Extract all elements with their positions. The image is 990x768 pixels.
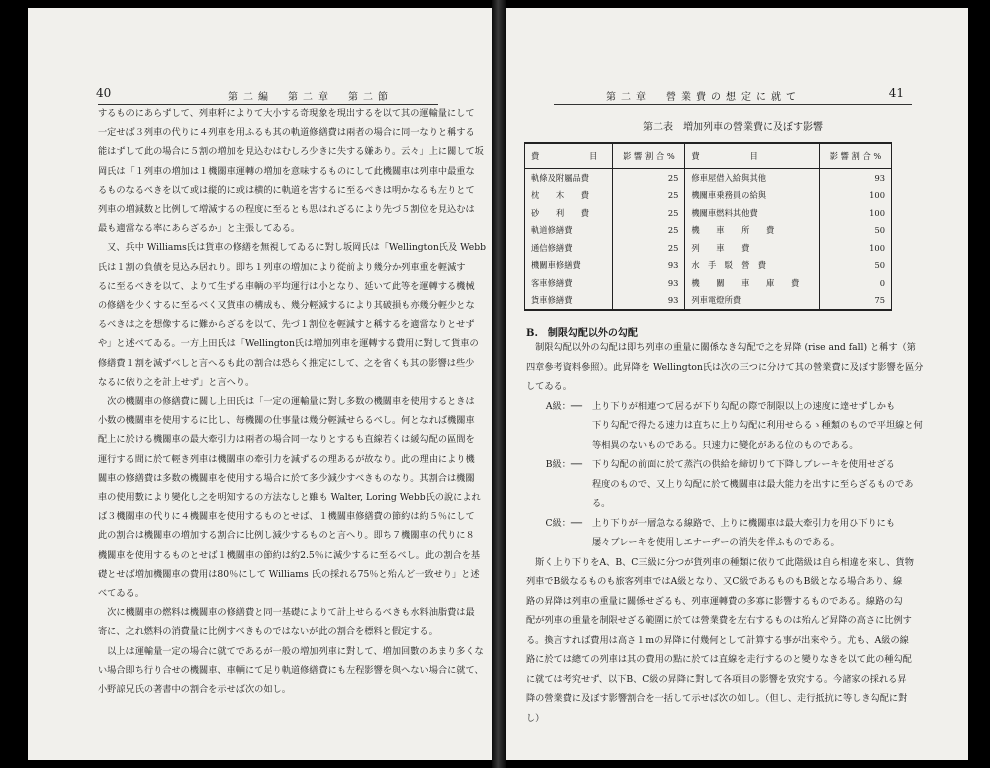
table-cell: 75 bbox=[820, 292, 892, 311]
text-line: べてゐる。 bbox=[98, 588, 144, 600]
table-row bbox=[525, 204, 892, 222]
table-cell: 93 bbox=[613, 274, 685, 292]
text-line: 路に於ては總ての列車は其の費用の點に於ては直線を走行するのと變りなきを以て此の種勾配 bbox=[526, 654, 912, 665]
text-line: 以上は運輸量一定の場合に就てであるが一般の増加列車に對して、増加回數のあまり多くな bbox=[98, 645, 484, 657]
table-cell: 100 bbox=[820, 204, 892, 222]
text-line: 次の機關車の修繕費に關し上田氏は「一定の運輸量に對し多数の機關車を使用するときは bbox=[98, 396, 475, 408]
text-line: 四章參考資料參照）。此昇降を Wellington氏は次の三つに分けて其の營業費に及ぼす影響を區分 bbox=[526, 361, 924, 373]
text-line: るべきは之を想像するに難からざるを以て、先づ１割位を輕減すと稱するを適當なりとせず bbox=[98, 319, 475, 331]
text-line: 又、兵中 Williams氏は貨車の修繕を無視してゐるに對し坂岡氏は「Wellington氏及 Webb bbox=[98, 242, 486, 254]
table-cell: 客車修繕費 bbox=[525, 274, 613, 292]
grade-item bbox=[526, 494, 906, 514]
table-cell: 枕 木 費 bbox=[525, 187, 613, 205]
running-head-right: 第二章 營業費の想定に就て bbox=[606, 92, 801, 103]
text-line: 運行する間に於て輕き列車は機關車の牽引力を減ずるの理あるが故なり。此の理由により機 bbox=[98, 453, 475, 465]
text-line: 岡氏は「１列車の増加は１機關車運轉の増加を意味するものにして此機關車は列車中最重な bbox=[98, 165, 475, 177]
text-line: 降の營業費に及ぼす影響割合を一括して示せば次の如し。（但し、走行抵抗に等しき勾配に對 bbox=[526, 693, 908, 704]
text-line: ば３機關車の代りに４機關車を使用するものとせば、１機關車修繕費の節約は約５％にして bbox=[98, 511, 475, 523]
table-row bbox=[525, 257, 892, 275]
table-cell: 機關車燃料其他費 bbox=[685, 204, 820, 222]
table-cell: 93 bbox=[820, 169, 892, 187]
text-line: 路の昇降は列車の重量に關係せざるも、列車運轉費の多寡に影響するものである。線路の勾 bbox=[526, 595, 903, 607]
text-line: 一定せば３列車の代りに４列車を用ふるも其の軌道修繕費は兩者の場合に同一なりと稱する bbox=[98, 127, 475, 139]
text-line: 寄に、之れ燃料の消費量に比例すべきものではないが此の割合を標料と假定する。 bbox=[98, 626, 438, 638]
running-head-left: 第二編 第二章 第二節 bbox=[228, 92, 393, 103]
table-header: 費 目 bbox=[685, 143, 820, 169]
grade-label: C級：── bbox=[545, 517, 582, 529]
text-line: 斯く上り下りをA、B、C三級に分つが貨列車の種類に依りて此階級は自ら相違を來し、貨物 bbox=[526, 556, 914, 568]
grade-text: 上り下りが相連つて居るが下り勾配の際で制限以上の速度に達せずしかも bbox=[592, 400, 896, 412]
grade-label bbox=[526, 533, 592, 553]
table-cell: 50 bbox=[820, 257, 892, 275]
left-page bbox=[28, 8, 492, 760]
section-heading: B. 制限勾配以外の勾配 bbox=[526, 328, 638, 339]
table-cell: 50 bbox=[820, 222, 892, 240]
table-cell: 列車電燈所費 bbox=[685, 292, 820, 311]
table-cell: 列 車 費 bbox=[685, 239, 820, 257]
table-row bbox=[525, 239, 892, 257]
grade-text: 等相異のないものである。只速力に變化がある位のものである。 bbox=[592, 439, 859, 451]
text-line: 關車の修繕費は多数の機關車を使用する場合に於て多少減少すべきものなり。其割合は機關 bbox=[98, 472, 475, 484]
text-line: するものにあらずして、列車粁によりて大小する奇現象を現出するを以て其の運輸量にして bbox=[98, 108, 475, 119]
table-header: 影 響 割 合 % bbox=[613, 143, 685, 169]
table-cell: 100 bbox=[820, 187, 892, 205]
table-cell: 機關車乗務員の給與 bbox=[685, 187, 820, 205]
text-line: してゐる。 bbox=[526, 381, 572, 392]
table-row bbox=[525, 169, 892, 187]
grade-item bbox=[526, 514, 906, 534]
text-line: 制限勾配以外の勾配は即ち列車の重量に關係なき勾配で之を昇降 (rise and fall) と稱す（第 bbox=[526, 342, 916, 353]
text-line: 小数の機關車を使用するに比し、每機關の仕事量は幾分輕減せらるべし。何となれば機關車 bbox=[98, 415, 475, 427]
table-header: 影 響 割 合 % bbox=[820, 143, 892, 169]
text-line: 配上に於ける機關車の最大牽引力は兩者の場合同一なりとするも直線若くは緩勾配の區間を bbox=[98, 434, 475, 446]
grade-text: 程度のもので、又上り勾配に於て機關車は最大能力を出すに至らざるものであ bbox=[592, 478, 914, 490]
table-cell: 100 bbox=[820, 239, 892, 257]
grade-label: A級：── bbox=[545, 400, 582, 412]
text-line: 最も適當なる率にあらざるか」と主張してゐる。 bbox=[98, 223, 301, 235]
table-cell: 水 手 駁 營 費 bbox=[685, 257, 820, 275]
text-line: 小野諒兄氏の著書中の割合を示せば次の如し。 bbox=[98, 684, 291, 696]
text-line: なるに依り之を計上せず」と言へり。 bbox=[98, 376, 255, 388]
grade-label: B級：── bbox=[545, 459, 582, 470]
table-row bbox=[525, 292, 892, 311]
text-line: る。換言すれば費用は高さ１mの昇降に付幾何として計算する事が出來やう。尤も、A級の線 bbox=[526, 634, 909, 646]
text-line: 此の割合は機關車の増加する割合に比例し減少するものと言へり。即ち７機關車の代りに８ bbox=[98, 530, 475, 542]
table-cell: 25 bbox=[613, 187, 685, 205]
table-row bbox=[525, 274, 892, 292]
text-line: 礎とせば増加機關車の費用は80％にして Williams 氏の採れる75％と殆んど一致せり」と述 bbox=[98, 568, 480, 580]
right-body-text bbox=[526, 338, 924, 728]
table-row bbox=[525, 187, 892, 205]
table-cell: 25 bbox=[613, 204, 685, 222]
text-line: 能はずして此の場合に５割の増加を見込むはむしろ少きに失する嫌あり。云々」上に關して坂 bbox=[98, 146, 484, 158]
table-cell: 砂 利 費 bbox=[525, 204, 613, 222]
table-cell: 93 bbox=[613, 257, 685, 275]
grade-label bbox=[526, 494, 592, 514]
table-cell: 軌道修繕費 bbox=[525, 222, 613, 240]
table-cell: 25 bbox=[613, 169, 685, 187]
text-line: に就ては考究せず、以下B、C級の昇降に對して各項目の影響を攷究する。今諸家の採れる昇 bbox=[526, 673, 907, 685]
grade-item bbox=[526, 436, 906, 456]
table-cell: 軌條及附屬品費 bbox=[525, 169, 613, 187]
header-rule-right bbox=[554, 104, 912, 105]
text-line: 列車でB級なるものも旅客列車ではA級となり、又C級であるものもB級となる場合あり、線 bbox=[526, 576, 903, 587]
grade-item bbox=[526, 397, 906, 417]
page-number-left: 40 bbox=[96, 86, 112, 100]
grade-text: 屡々ブレーキを使用しエナーヂーの消失を伴ふものである。 bbox=[592, 537, 840, 548]
grade-label bbox=[526, 475, 592, 495]
table-cell: 修車屋借入給與其他 bbox=[685, 169, 820, 187]
text-line: 修繕費１割を減ずべしと言へるも此の割合は恐らく推定にして、之を省くも其の影響は些少 bbox=[98, 357, 475, 369]
grade-label bbox=[526, 436, 592, 456]
text-line: るに至るべきを以て、よりて生ずる車輌の平均運行は小となり、延いて此等を運轉する機械 bbox=[98, 280, 475, 292]
table-cell: 貨車修繕費 bbox=[525, 292, 613, 311]
grade-item bbox=[526, 533, 906, 553]
table-cell: 機 關 車 庫 費 bbox=[685, 274, 820, 292]
grade-text: 下り勾配の前面に於て蒸汽の供給を締切りて下降しブレーキを使用せざる bbox=[592, 459, 895, 470]
text-line: や」と述べてゐる。一方上田氏は「Wellington氏は増加列車を運轉する費用に對して貨車の bbox=[98, 338, 479, 350]
table-row bbox=[525, 222, 892, 240]
text-line: い場合即ち行り合せの機關車、車輌にて足り軌道修繕費にも左程影響を與へない場合に就て、 bbox=[98, 664, 484, 676]
book-gutter bbox=[492, 0, 506, 768]
table-cell: 93 bbox=[613, 292, 685, 311]
left-body-text bbox=[98, 104, 486, 699]
table-caption: 第二表 増加列車の營業費に及ぼす影響 bbox=[643, 122, 823, 133]
right-page bbox=[506, 8, 968, 760]
text-line: 氏は１割の負債を見込み居れり。即ち１列車の増加により從前より幾分か列車重を輕減す bbox=[98, 261, 466, 273]
table-header: 費 目 bbox=[525, 143, 613, 169]
text-line: 車の使用數により變化し之を明知するの方法なしと雖も Walter, Loring Webb氏の說によれ bbox=[98, 492, 481, 504]
table-cell: 0 bbox=[820, 274, 892, 292]
table-cell: 機 車 所 費 bbox=[685, 222, 820, 240]
grade-item bbox=[526, 455, 906, 475]
grade-text: 下り勾配で得たる速力は直ちに上り勾配に利用せらるゝ種類のもので平坦線と何 bbox=[592, 420, 923, 431]
text-line: の修繕を少くするに至るべく又貨車の構成も、幾分輕減するにより其破損も亦幾分輕少とな bbox=[98, 300, 475, 312]
text-line: 列車の増減数と比例して増減するの程度に至るとも思はれざるにより先づ５割位を見込むは bbox=[98, 204, 475, 216]
grade-text: 上り下りが一層急なる線路で、上りに機關車は最大牽引力を用ひ下りにも bbox=[592, 517, 896, 529]
grade-text: る。 bbox=[592, 498, 611, 509]
grade-label bbox=[526, 416, 592, 436]
page-number-right: 41 bbox=[888, 86, 904, 100]
impact-table bbox=[524, 142, 892, 311]
table-cell: 機關車修繕費 bbox=[525, 257, 613, 275]
text-line: 配が列車の重量を制限せざる範圍に於ては營業費を左右するものは殆んど昇降の高さに比例す bbox=[526, 615, 912, 626]
table-cell: 25 bbox=[613, 239, 685, 257]
text-line: 次に機關車の燃料は機關車の修繕費と同一基礎によりて計上せらるべきも水料油脂費は最 bbox=[98, 607, 475, 619]
table-cell: 25 bbox=[613, 222, 685, 240]
table-cell: 通信修繕費 bbox=[525, 239, 613, 257]
text-line: 機關車を使用するものとせば１機關車の節約は約2.5％に減少するに至るべし。此の割合を基 bbox=[98, 549, 481, 561]
grade-item bbox=[526, 475, 914, 495]
grade-item bbox=[526, 416, 923, 436]
text-line: るものなるべきを以て或は縦的に或は横的に軌道を害するに至るべきは明かなるも左りとて bbox=[98, 184, 475, 196]
text-line: し） bbox=[526, 712, 545, 724]
